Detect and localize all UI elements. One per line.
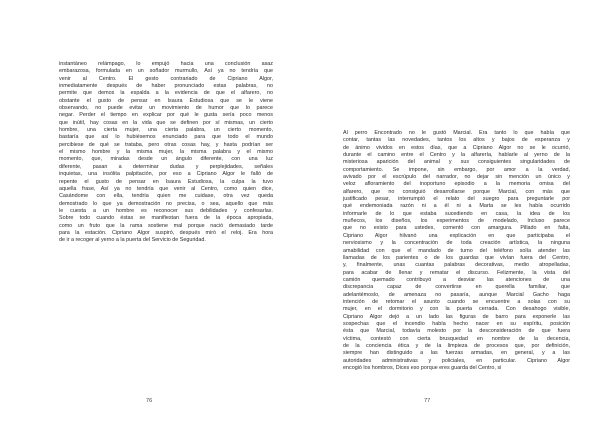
text-line: observando, no puede evitar un movimiento de humor que lo parece (59, 105, 273, 112)
text-line: Sobre todo cuando éstas se manifiestan fuera de la época apropiada, (59, 215, 273, 222)
left-page-text (59, 61, 273, 245)
text-line: venir al Centro. El gesto contrariado de Cipriano Algor, (59, 75, 273, 82)
text-line: repente el gusto de pensar en Isaura Estudiosa, la culpa la tuvo (59, 178, 273, 185)
text-line: aquella frase, Así ya no tendría que venir al Centro, como quien dice, (59, 185, 273, 192)
text-line: muñecos, los diseños, los experimentos de modelado, Incluso parece (343, 218, 570, 225)
text-line: de ánimo vividos en estos días, que a Cipriano Algor no se le ocurrió, (343, 144, 570, 151)
text-line: momento, que, miradas desde un ángulo diferente, con una luz (59, 156, 273, 163)
text-line: embarazosa, formulada en un soñador murmullo, Así ya no tendría que (59, 68, 273, 75)
text-line: que no existo para ustedes, comentó con amargura. Pillado en falta, (343, 225, 570, 232)
text-line: durante el camino entre el Centro y la alfarería, hablarle al yerno de la (343, 152, 570, 159)
text-line: comportamiento. Se impone, sin embargo, por amor a la verdad, (343, 166, 570, 173)
text-line: y, finalmente, unas cuantas palabras decorativas, medio atropelladas, (343, 262, 570, 269)
text-line: alfarero, que no consiguió desarrollarse porque Marcial, con más que (343, 188, 570, 195)
text-line: camión quemado contribuyó a desviar las atenciones de una (343, 276, 570, 283)
text-line: de la conciencia ética y de la limpieza de procesos que, por definición, (343, 342, 570, 349)
text-line: bastaría que así lo hubiésemos enunciado para que todo el mundo (59, 134, 273, 141)
text-line: Casándome con ella, tendría quien me cuidase, otra vez queda (59, 193, 273, 200)
text-line: contar, tantas las novedades, tantos los altos y bajos de esperanza y (343, 137, 570, 144)
text-line: amabilidad con que el mandado de turno del teléfono solía atender las (343, 247, 570, 254)
text-line: demostrado lo que ya demostración no precisa, o sea, aquello que más (59, 200, 273, 207)
text-line: informarle de lo que estaba sucediendo en casa, la idea de los (343, 210, 570, 217)
text-line: siempre han distinguido a las fuerzas armadas, en general, y a las (343, 350, 570, 357)
text-line: mujer, en el dormitorio y con la puerta cerrada. Con desahogo visible, (343, 306, 570, 313)
page-number-left: 76 (146, 398, 153, 404)
text-line: intención de retomar el asunto cuando se encuentre a solas con su (343, 298, 570, 305)
text-line: hombre, una cierta mujer, una cierta palabra, un cierto momento, (59, 127, 273, 134)
text-line: discrepancia capaz de convertirse en querella familiar, que (343, 284, 570, 291)
text-line: negar. Perder el tiempo en explicar por qué le gusta sería poco menos (59, 112, 273, 119)
text-line: encogió los hombros, Dices eso porque eres guarda del Centro, si (343, 365, 502, 371)
text-line: misteriosa aparición del animal y sus consiguientes singularidades de (343, 159, 570, 166)
page-number-right: 77 (424, 398, 431, 404)
text-line: para acabar de llenar y rematar el discurso. Felizmente, la vista del (343, 269, 570, 276)
text-line: obstante el gusto de pensar en Isaura Estudiosa que se le viene (59, 97, 273, 104)
text-line: Al perro Encontrado no le gustó Marcial. Era tanto lo que había que (343, 130, 570, 136)
text-line: para la estación. Cipriano Algor suspiró, después miró el reloj. Era hora (59, 229, 273, 236)
text-line: nerviosismo y la concentración de toda creación artística, la ninguna (343, 240, 570, 247)
text-line: permite que demos la espalda a la evidencia de que el alfarero, no (59, 90, 273, 97)
text-line: justificado pesar, interrumpió el relato del suegro para preguntarle por (343, 196, 570, 203)
text-line: el mismo hombre y la misma mujer, la misma palabra y el mismo (59, 149, 273, 156)
text-line: como un fruto que la rama sostiene mal porque nació demasiado tarde (59, 222, 273, 229)
text-line: qué endemoniada razón ni a él ni a Marta se les había ocurrido (343, 203, 570, 210)
text-line: sospechas que el incendio había hecho nacer en su espíritu, posición (343, 320, 570, 327)
text-line: ésta que Marcial, todavía molesto por la desconsideración de que fuera (343, 328, 570, 335)
text-line: de ir a recoger al yerno a la puerta del Servicio de Seguridad. (59, 237, 206, 244)
text-line: veloz afloramiento del inoportuno episodio a la memoria omisa del (343, 181, 570, 188)
right-page-text (343, 130, 570, 372)
text-line: que inútil, hay cosas en la vida que se definen por sí mismas, un cierto (59, 119, 273, 126)
text-line: Cipriano Algor hilvanó una explicación en que participaba el (343, 232, 570, 239)
text-line: llamadas de los parientes o de los guardas que vivían fuera del Centro, (343, 254, 570, 261)
text-line: autoridades administrativas y policiales, en particular. Cipriano Algor (343, 357, 570, 364)
text-line: le cuesta a un hombre es reconocer sus debilidades y confesarlas. (59, 207, 273, 214)
text-line: avivado por el escrúpulo del narrador, no dejar sin mención un único y (343, 174, 570, 181)
text-line: percibiese de qué se trataba, pero otras cosas hay, y hasta podrían ser (59, 141, 273, 148)
text-line: diferente, pasan a determinar dudas y perplejidades, señales (59, 163, 273, 170)
text-line: inmediatamente después de haber pronunciado estas palabras, no (59, 83, 273, 90)
text-line: víctima, contestó con cierta brusquedad en nombre de la decencia, (343, 335, 570, 342)
text-line: adelantémoslo, de amenaza no pasaría, aunque Marcial Gacho haga (343, 291, 570, 298)
text-line: instantáneo relámpago, lo empujó hacia una conclusión asaz (59, 61, 273, 67)
text-line: inquietas, una insólita palpitación, por eso a Cipriano Algor le falló de (59, 171, 273, 178)
right-page (300, 0, 600, 424)
text-line: Cipriano Algor dejó a un lado las figuras de barro para exponerle las (343, 313, 570, 320)
